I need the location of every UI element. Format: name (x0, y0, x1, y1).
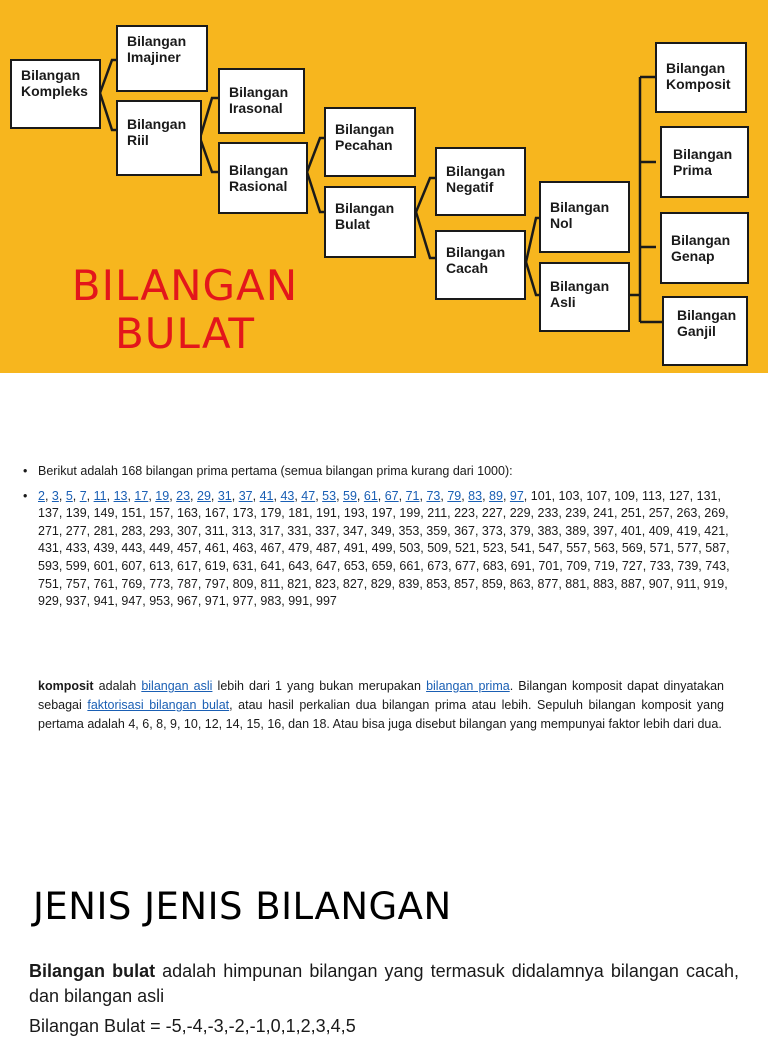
link-bilangan-asli[interactable]: bilangan asli (141, 679, 213, 693)
komposit-text-2: lebih dari 1 yang bukan merupakan (212, 679, 427, 693)
prime-link-11[interactable]: 11 (93, 488, 107, 503)
node-label-line1: Bilangan (229, 84, 289, 100)
node-bilangan-prima (660, 126, 749, 198)
connector-cacah-nol (526, 218, 540, 262)
prime-link-17[interactable]: 17 (134, 488, 149, 503)
node-label-line1: Bilangan (127, 116, 187, 132)
komposit-term: komposit (38, 679, 94, 693)
node-label-line2: Genap (671, 248, 715, 264)
node-bilangan-irasonal (218, 68, 305, 134)
node-label-line2: Negatif (446, 179, 494, 195)
node-label-line1: Bilangan (446, 163, 506, 179)
node-label-line2: Cacah (446, 260, 489, 276)
node-label-line2: Riil (127, 132, 149, 148)
number-classification-diagram (0, 0, 768, 373)
prime-link-53[interactable]: 53 (322, 488, 337, 503)
prime-link-71[interactable]: 71 (405, 488, 420, 503)
connector-cacah-asli (526, 262, 540, 295)
prime-intro (22, 463, 738, 481)
prime-link-59[interactable]: 59 (343, 488, 357, 503)
connector-kompleks-riil (100, 93, 117, 130)
banner-title-line2: BULAT (114, 309, 256, 358)
bilangan-bulat-definition (29, 959, 739, 1009)
node-bilangan-ganjil (662, 296, 748, 366)
komposit-paragraph (38, 677, 724, 734)
connector-rasional-bulat (307, 172, 325, 212)
node-bilangan-asli (539, 262, 630, 332)
prime-link-5[interactable]: 5 (65, 488, 73, 503)
banner-title-line1: BILANGAN (71, 261, 299, 310)
node-label-line2: Kompleks (21, 83, 88, 99)
node-label-line1: Bilangan (446, 244, 506, 260)
node-label-line1: Bilangan (335, 121, 395, 137)
connector-rasional-pecahan (307, 138, 325, 172)
node-label-line1: Bilangan (21, 67, 81, 83)
jenis-heading: JENIS JENIS BILANGAN (33, 885, 452, 928)
node-label-line1: Bilangan (550, 278, 610, 294)
node-label-line2: Ganjil (677, 323, 716, 339)
node-label-line2: Irasonal (229, 100, 283, 116)
prime-link-83[interactable]: 83 (468, 488, 483, 503)
node-label-line2: Prima (673, 162, 712, 178)
prime-link-67[interactable]: 67 (384, 488, 399, 503)
connector-kompleks-imajiner (100, 60, 117, 93)
prime-link-89[interactable]: 89 (489, 488, 503, 503)
node-bilangan-rasional (218, 142, 308, 214)
node-bilangan-genap (660, 212, 749, 284)
node-bilangan-kompleks (10, 59, 101, 129)
node-label-line2: Bulat (335, 216, 370, 232)
node-label-line1: Bilangan (550, 199, 610, 215)
prime-link-41[interactable]: 41 (259, 488, 274, 503)
node-label-line2: Rasional (229, 178, 288, 194)
prime-link-7[interactable]: 7 (79, 488, 87, 503)
node-bilangan-nol (539, 181, 630, 253)
prime-list-section (22, 463, 738, 618)
prime-link-2[interactable]: 2 (38, 488, 45, 503)
node-label-line2: Pecahan (335, 137, 393, 153)
prime-list (22, 488, 738, 611)
node-label-line2: Asli (550, 294, 576, 310)
node-label-line1: Bilangan (666, 60, 726, 76)
node-bilangan-cacah (435, 230, 526, 300)
prime-link-31[interactable]: 31 (217, 488, 232, 503)
prime-link-97[interactable]: 97 (509, 488, 524, 503)
prime-linked-numbers: 2, 3, 5, 7, 11, 13, 17, 19, 23, 29, 31, 37, 41, 43, 47, 53, 59, 61, 67, 71, 73, 79, 83, 89, 97, (38, 488, 531, 503)
connector-riil-irasonal (200, 98, 218, 138)
node-bilangan-riil (116, 100, 202, 176)
connector-bulat-negatif (416, 178, 436, 212)
definition-text: adalah himpunan bilangan yang termasuk didalamnya bilangan cacah, dan bilangan asli (29, 961, 739, 1006)
prime-link-73[interactable]: 73 (426, 488, 441, 503)
node-bilangan-negatif (435, 147, 526, 216)
komposit-text-4: , atau hasil perkalian dua bilangan prima atau lebih. Sepuluh bilangan komposit yang pertama adalah 4, 6, 8, 9, 10, 12, 14, 15, 16, dan 18. Atau bisa juga disebut bilangan yang mempunyai faktor lebih dari dua. (38, 698, 725, 731)
prime-link-47[interactable]: 47 (301, 488, 316, 503)
node-label-line2: Nol (550, 215, 573, 231)
link-faktorisasi-bilangan-bulat[interactable]: faktorisasi bilangan bulat (87, 698, 230, 712)
link-bilangan-prima[interactable]: bilangan prima (426, 679, 510, 693)
banner-title (60, 262, 310, 358)
node-label-line1: Bilangan (671, 232, 731, 248)
komposit-text-1: adalah (93, 679, 142, 693)
bilangan-bulat-example: Bilangan Bulat = -5,-4,-3,-2,-1,0,1,2,3,4,5 (29, 1016, 356, 1036)
definition-term: Bilangan bulat (29, 961, 156, 981)
prime-link-29[interactable]: 29 (197, 488, 211, 503)
node-label-line1: Bilangan (127, 33, 187, 49)
prime-link-19[interactable]: 19 (155, 488, 170, 503)
prime-link-43[interactable]: 43 (280, 488, 295, 503)
node-bilangan-bulat (324, 186, 416, 258)
prime-link-23[interactable]: 23 (176, 488, 191, 503)
node-label-line2: Komposit (666, 76, 731, 92)
prime-link-61[interactable]: 61 (363, 488, 378, 503)
komposit-text-3: . Bilangan komposit dapat dinyatakan sebagai (38, 679, 724, 712)
node-bilangan-komposit (655, 42, 747, 113)
prime-intro-text: Berikut adalah 168 bilangan prima pertama (semua bilangan prima kurang dari 1000): (38, 464, 513, 478)
node-label-line1: Bilangan (335, 200, 395, 216)
node-label-line1: Bilangan (673, 146, 733, 162)
prime-link-79[interactable]: 79 (447, 488, 462, 503)
prime-rest-numbers: 101, 103, 107, 109, 113, 127, 131, 137, 139, 149, 151, 157, 163, 167, 173, 179, 181, 191, 193, 197, 199, 211, 223, 227, 229, 233, 239, 241, 251, 257, 263, 269, 271, 277, 281, 283, 293, 307, 311, 313, 317, 331, 337, 347, 349, 353, 359, 367, 373, 379, 383, 389, 397, 401, 409, 419, 421, 431, 433, 439, 443, 449, 457, 461, 463, 467, 479, 487, 491, 499, 503, 509, 521, 523, 541, 547, 557, 563, 569, 571, 577, 587, 593, 599, 601, 607, 613, 617, 619, 631, 641, 643, 647, 653, 659, 661, 673, 677, 683, 691, 701, 709, 719, 727, 733, 739, 743, 751, 757, 761, 769, 773, 787, 797, 809, 811, 821, 823, 827, 829, 839, 853, 857, 859, 863, 877, 881, 883, 887, 907, 911, 919, 929, 937, 941, 947, 953, 967, 971, 977, 983, 991, 997 (38, 488, 730, 609)
prime-link-13[interactable]: 13 (113, 488, 128, 503)
prime-link-3[interactable]: 3 (51, 488, 59, 503)
connector-riil-rasional (200, 138, 218, 172)
node-bilangan-pecahan (324, 107, 416, 177)
node-label-line2: Imajiner (127, 49, 181, 65)
node-bilangan-imajiner (116, 25, 208, 92)
node-label-line1: Bilangan (677, 307, 737, 323)
connector-bulat-cacah (416, 212, 436, 258)
node-label-line1: Bilangan (229, 162, 289, 178)
prime-link-37[interactable]: 37 (238, 488, 253, 503)
